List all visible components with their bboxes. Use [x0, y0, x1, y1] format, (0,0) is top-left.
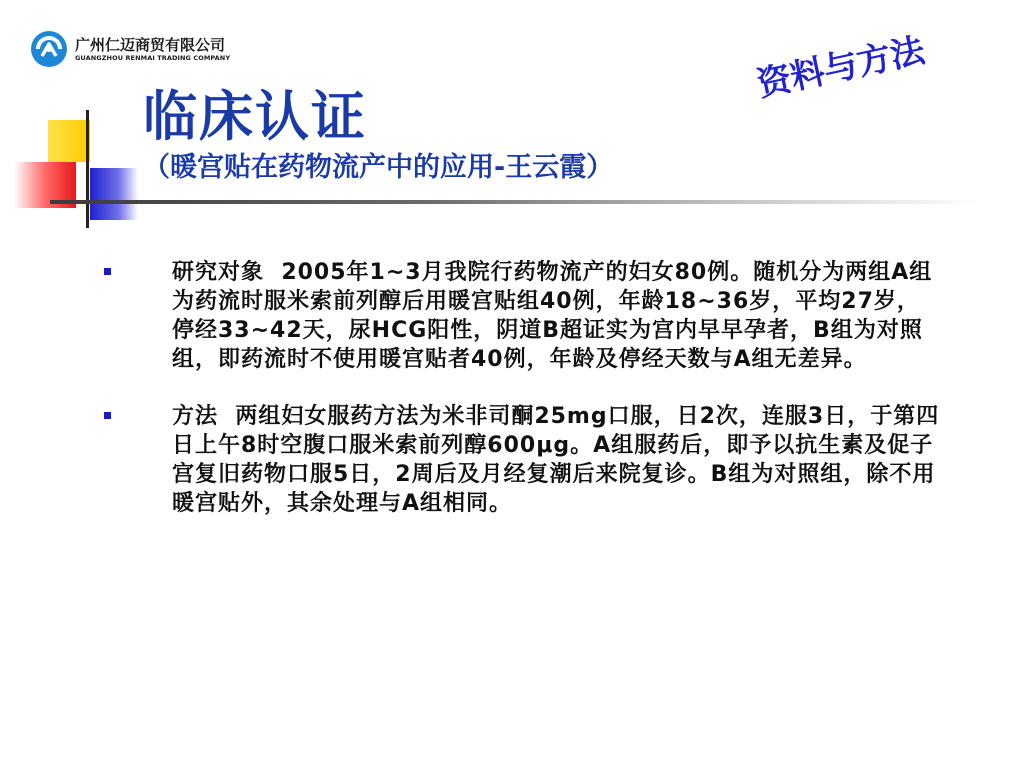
title-divider: [50, 200, 980, 204]
page-title: 临床认证: [143, 85, 367, 148]
bullet-text: 方法 两组妇女服药方法为米非司酮25mg口服，日2次，连服3日，于第四日上午8时空腹口服米索前列醇600μg。A组服药后，即予以抗生素及促子宫复旧药物口服5日，2周后及月经复潮后来院复诊。B组为对照组，除不用暖宫贴外，其余处理与A组相同。: [172, 404, 940, 516]
company-name-en: GUANGZHOU RENMAI TRADING COMPANY: [75, 54, 231, 62]
section-tag: 资料与方法: [753, 30, 929, 105]
bullet-square-icon: [104, 268, 111, 275]
deco-vertical-line: [86, 110, 89, 228]
bullet-item-method: [100, 402, 940, 518]
bullet-item-subjects: [100, 258, 940, 374]
decorative-squares: [0, 100, 160, 240]
page-subtitle: （暖宫贴在药物流产中的应用-王云霞）: [143, 152, 614, 183]
renmai-logo-icon: [30, 30, 68, 68]
bullet-square-icon: [104, 412, 111, 419]
company-logo: [30, 30, 260, 70]
company-name-cn: 广州仁迈商贸有限公司: [75, 36, 226, 54]
deco-yellow-square: [48, 120, 90, 162]
bullet-text: 研究对象 2005年1~3月我院行药物流产的妇女80例。随机分为两组A组为药流时服米索前列醇后用暖宫贴组40例，年龄18~36岁，平均27岁，停经33~42天，尿HCG阳性，阴道B超证实为宫内早早孕者，B组为对照组，即药流时不使用暖宫贴者40例，年龄及停经天数与A组无差异。: [172, 260, 933, 372]
deco-blue-square: [90, 168, 138, 220]
bullet-list: [100, 258, 940, 546]
